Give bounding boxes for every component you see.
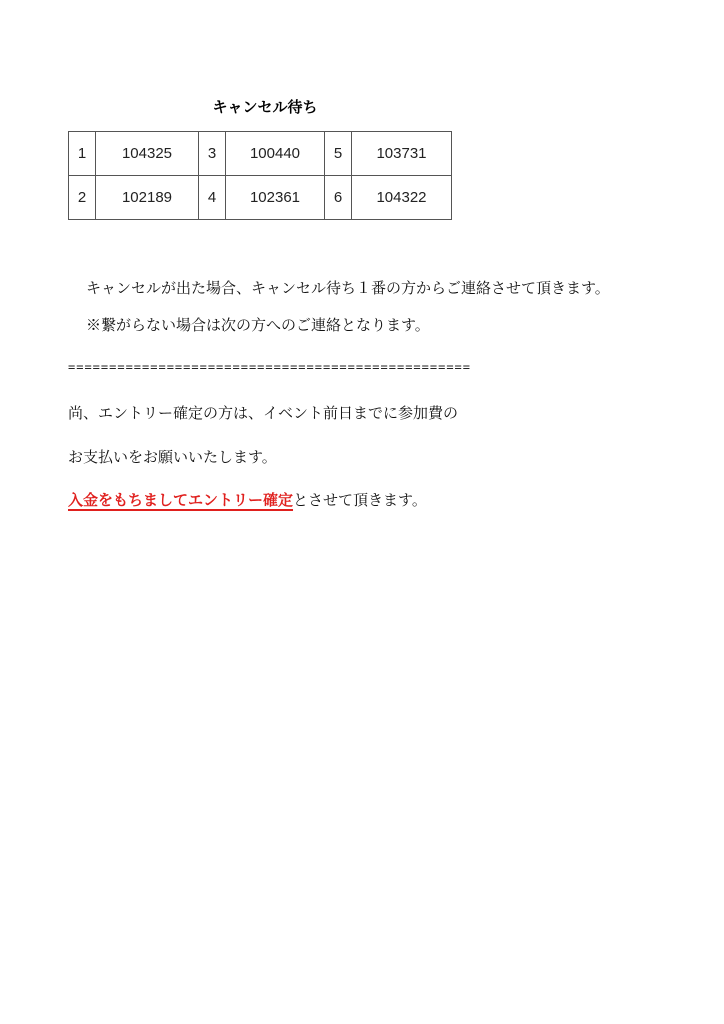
entry-number-cell: 104325 [96, 132, 199, 176]
entry-number-cell: 102189 [96, 176, 199, 220]
rank-cell: 5 [325, 132, 352, 176]
rank-cell: 1 [69, 132, 96, 176]
cancel-notice: キャンセルが出た場合、キャンセル待ち１番の方からご連絡させて頂きます。 [86, 279, 610, 297]
rank-cell: 3 [199, 132, 226, 176]
entry-number-cell: 103731 [352, 132, 452, 176]
emphasis-text: 入金をもちましてエントリー確定 [68, 491, 294, 509]
confirmation-notice [68, 489, 427, 510]
entry-number-cell: 104322 [352, 176, 452, 220]
rank-cell: 6 [325, 176, 352, 220]
table-row [69, 132, 452, 176]
rank-cell: 2 [69, 176, 96, 220]
entry-number-cell: 102361 [226, 176, 325, 220]
confirmation-rest: とさせて頂きます。 [293, 491, 427, 509]
separator-line: ================================================= [68, 360, 472, 374]
table-row [69, 176, 452, 220]
payment-notice-line2: お支払いをお願いいたします。 [68, 448, 277, 466]
rank-cell: 4 [199, 176, 226, 220]
page-title: キャンセル待ち [212, 98, 318, 116]
payment-notice-line1: 尚、エントリー確定の方は、イベント前日までに参加費の [68, 404, 459, 422]
waitlist-table [68, 131, 452, 220]
entry-number-cell: 100440 [226, 132, 325, 176]
unreachable-notice: ※繋がらない場合は次の方へのご連絡となります。 [86, 316, 430, 334]
